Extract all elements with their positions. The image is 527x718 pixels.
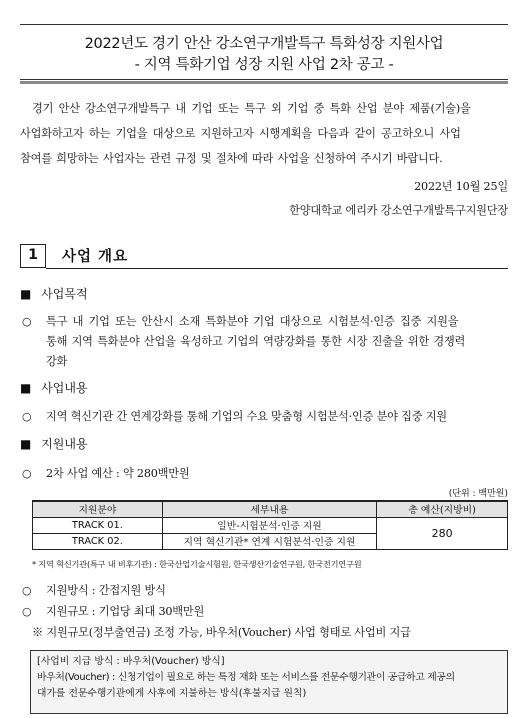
purpose-line-2: 통해 지역 특화분야 산업을 육성하고 기업의 역량강화를 통한 시장 진출을 위한 경쟁력 xyxy=(46,335,466,348)
intro-line-3: 참여를 희망하는 사업자는 관련 규정 및 절차에 따라 사업을 신청하여 주시기 바랍니다. xyxy=(20,152,443,165)
section-divider xyxy=(46,268,508,269)
section-title: 사업 개요 xyxy=(62,249,129,265)
track-detail: 일반-시험분석·인증 지원 xyxy=(162,517,377,533)
support-heading: 지원내용 xyxy=(41,437,88,451)
table-footnote: * 지역 혁신기관(특구 내 비후기관) : 한국산업기술시험원, 한국생산기술연구원, 한국전기연구원 xyxy=(32,559,362,569)
intro-line-2: 사업화하고자 하는 기업을 대상으로 지원하고자 시행계획을 다음과 같이 공고하오니 사업 xyxy=(20,127,461,140)
announcement-title: 2022년도 경기 안산 강소연구개발특구 특화성장 지원사업 xyxy=(84,36,444,52)
voucher-callout-box xyxy=(30,650,508,714)
square-bullet-icon: ■ xyxy=(20,287,32,301)
announcement-date: 2022년 10월 25일 xyxy=(414,180,508,193)
circle-bullet-icon: ○ xyxy=(22,410,32,423)
purpose-line-1: 특구 내 기업 또는 안산시 소재 특화분야 기업 대상으로 시험분석·인증 집중 지원을 xyxy=(46,315,459,328)
purpose-heading: 사업목적 xyxy=(41,287,88,301)
scale-line: 지원규모 : 기업당 최대 30백만원 xyxy=(46,605,205,618)
square-bullet-icon: ■ xyxy=(20,437,32,451)
circle-bullet-icon: ○ xyxy=(22,315,32,328)
square-bullet-icon: ■ xyxy=(20,381,32,395)
support-heading-row xyxy=(20,435,508,453)
circle-bullet-icon: ○ xyxy=(22,584,32,597)
issuer-name: 한양대학교 에리카 강소연구개발특구지원단장 xyxy=(289,204,508,217)
callout-line-1: [사업비 지급 방식 : 바우처(Voucher) 방식] xyxy=(37,656,225,667)
unit-note: (단위 : 백만원) xyxy=(448,489,508,499)
callout-line-3: 대가를 전문수행기관에게 사후에 지불하는 방식(후불지급 원칙) xyxy=(37,688,307,699)
content-line-1: 지역 혁신기관 간 연계강화를 통해 기업의 수요 맞춤형 시험분석·인증 분야 집중 지원 xyxy=(46,410,447,423)
method-line: 지원방식 : 간접지원 방식 xyxy=(46,584,166,597)
track-field: TRACK 01. xyxy=(33,517,163,533)
track-detail: 지역 혁신기관* 연계 시험분석·인증 지원 xyxy=(162,533,377,549)
section-number: 1 xyxy=(20,244,46,268)
callout-line-2: 바우처(Voucher) : 신청기업이 필요로 하는 특정 재화 또는 서비스를 전문수행기관이 공급하고 제공의 xyxy=(37,672,455,683)
content-heading: 사업내용 xyxy=(41,381,88,395)
support-note: ※ 지원규모(정부출연금) 조정 가능, 바우처(Voucher) 사업 형태로 사업비 지급 xyxy=(32,626,411,639)
budget-line: 2차 사업 예산 : 약 280백만원 xyxy=(46,467,190,480)
table-header-cell: 세부내용 xyxy=(162,501,377,517)
announcement-title-box xyxy=(20,24,508,80)
circle-bullet-icon: ○ xyxy=(22,467,32,480)
purpose-line-3: 강화 xyxy=(46,355,68,368)
total-budget: 280 xyxy=(377,517,508,549)
table-header-cell: 지원분야 xyxy=(33,501,163,517)
announcement-subtitle: - 지역 특화기업 성장 지원 사업 2차 공고 - xyxy=(134,57,394,73)
table-row xyxy=(33,517,508,533)
table-header-cell: 총 예산(지방비) xyxy=(377,501,508,517)
track-field: TRACK 02. xyxy=(33,533,163,549)
content-heading-row xyxy=(20,379,508,397)
support-table xyxy=(32,500,508,550)
purpose-heading-row xyxy=(20,285,508,303)
intro-line-1: 경기 안산 강소연구개발특구 내 기업 또는 특구 외 기업 중 특화 산업 분야 제품(기술)을 xyxy=(32,102,471,115)
table-header-row xyxy=(33,501,508,517)
circle-bullet-icon: ○ xyxy=(22,605,32,618)
